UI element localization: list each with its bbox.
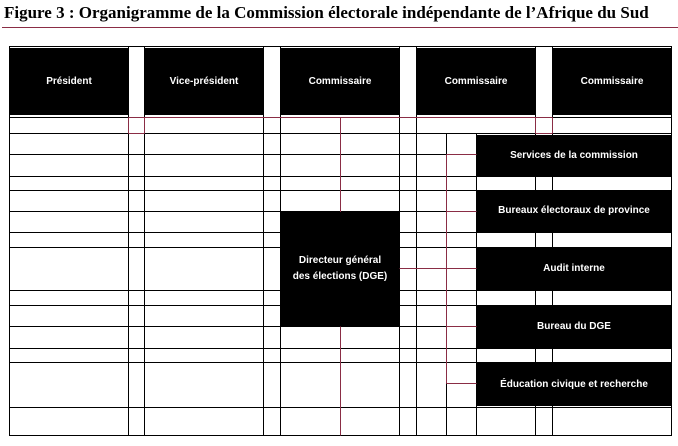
box-audit-interne: Audit interne bbox=[477, 248, 671, 290]
box-services-commission: Services de la commission bbox=[477, 135, 671, 176]
box-bureau-dge: Bureau du DGE bbox=[477, 306, 671, 348]
box-dge bbox=[281, 212, 399, 326]
box-commissaire-2: Commissaire bbox=[417, 48, 535, 115]
box-president: Président bbox=[10, 48, 128, 115]
box-education-civique: Éducation civique et recherche bbox=[477, 363, 671, 406]
dge-line-1: Directeur général bbox=[298, 255, 382, 266]
box-bureaux-province: Bureaux électoraux de province bbox=[477, 190, 671, 232]
box-vice-president: Vice-président bbox=[145, 48, 263, 115]
box-commissaire-1: Commissaire bbox=[281, 48, 399, 115]
figure-title: Figure 3 : Organigramme de la Commission électorale indépendante de l’Afrique du Sud bbox=[4, 3, 649, 22]
dge-line-2: des élections (DGE) bbox=[292, 271, 388, 282]
box-commissaire-3: Commissaire bbox=[553, 48, 671, 115]
